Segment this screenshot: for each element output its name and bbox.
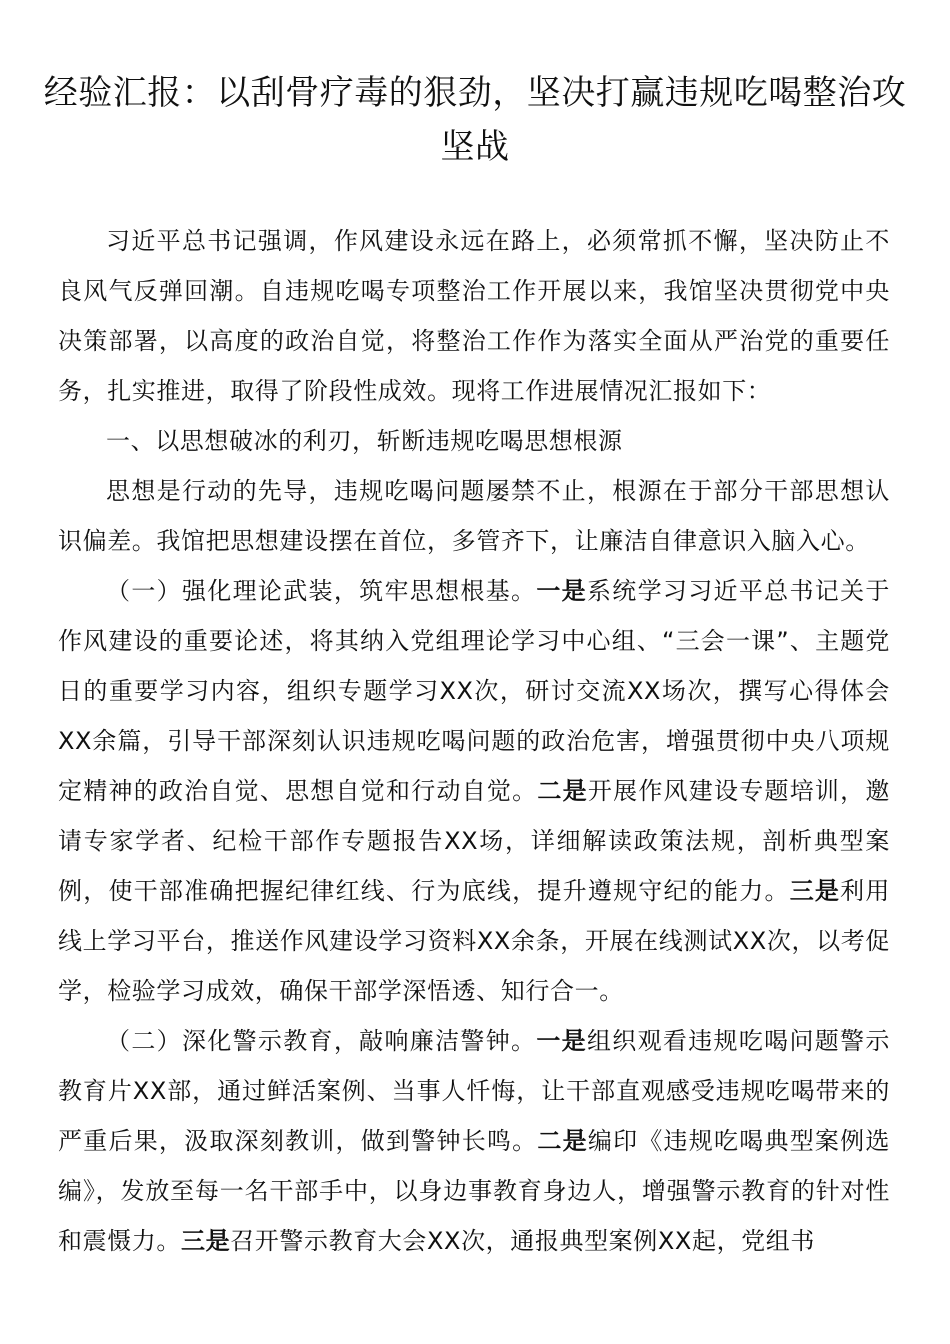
section-heading [58,416,890,466]
emphasis-label: 二是 [537,777,588,805]
text-segment: 思想是行动的先导，违规吃喝问题屡禁不止，根源在于部分干部思想认识偏差。我馆把思想建设摆在首位，多管齐下，让廉洁自律意识入脑入心。 [58,477,890,555]
paragraph-section-intro [58,466,890,566]
document-title: 经验汇报：以刮骨疗毒的狠劲，坚决打赢违规吃喝整治攻坚战 [43,73,907,167]
text-segment: 系统学习习近平总书记关于作风建设的重要论述，将其纳入党组理论学习中心组、“三会一课”、主题党日的重要学习内容，组织专题学习XX次，研讨交流XX场次，撰写心得体会XX余篇，引导干部深刻认识违规吃喝问题的政治危害，增强贯彻中央八项规定精神的政治自觉、思想自觉和行动自觉。 [58,577,891,805]
emphasis-label: 三是 [181,1227,231,1255]
text-segment: 一、以思想破冰的利刃，斩断违规吃喝思想根源 [106,427,623,455]
emphasis-label: 二是 [537,1127,588,1155]
emphasis-label: 一是 [536,1027,587,1055]
text-segment: 组织观看违规吃喝问题警示教育片XX部，通过鲜活案例、当事人忏悔，让干部直观感受违规吃喝带来的严重后果，汲取深刻教训，做到警钟长鸣。 [58,1027,891,1155]
emphasis-label: 一是 [536,577,587,605]
paragraph-subsection-1 [58,566,890,1016]
emphasis-label: 三是 [789,877,841,905]
subsection-heading: （二）深化警示教育，敲响廉洁警钟。 [106,1027,537,1055]
paragraph-intro [58,216,890,416]
document-body [58,216,890,1266]
text-segment: 利用线上学习平台，推送作风建设学习资料XX余条，开展在线测试XX次，以考促学，检验学习成效，确保干部学深悟透、知行合一。 [58,877,891,1005]
subsection-heading: （一）强化理论武装，筑牢思想根基。 [106,577,537,605]
text-segment: 习近平总书记强调，作风建设永远在路上，必须常抓不懈，坚决防止不良风气反弹回潮。自违规吃喝专项整治工作开展以来，我馆坚决贯彻党中央决策部署，以高度的政治自觉，将整治工作作为落实全面从严治党的重要任务，扎实推进，取得了阶段性成效。现将工作进展情况汇报如下： [58,227,890,405]
text-segment: 开展作风建设专题培训，邀请专家学者、纪检干部作专题报告XX场，详细解读政策法规，剖析典型案例，使干部准确把握纪律红线、行为底线，提升遵规守纪的能力。 [58,777,890,905]
paragraph-subsection-2 [58,1016,890,1266]
text-segment: 召开警示教育大会XX次，通报典型案例XX起，党组书 [230,1227,815,1255]
text-segment: 编印《违规吃喝典型案例选编》，发放至每一名干部手中，以身边事教育身边人，增强警示教育的针对性和震慑力。 [58,1127,890,1255]
